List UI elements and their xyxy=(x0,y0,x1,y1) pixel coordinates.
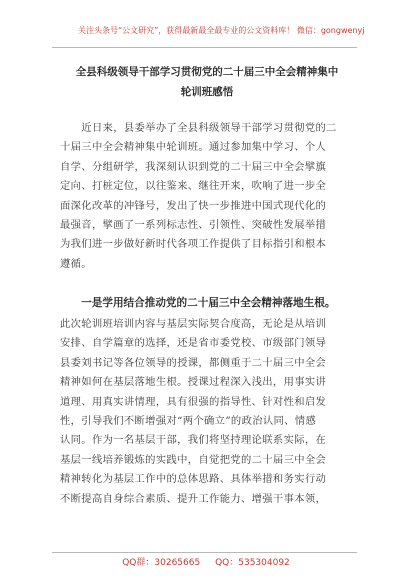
paragraph-line: 不断提高自身综合素质、提升工作能力、增强干事本领， xyxy=(60,492,327,505)
paragraph-line: 遵循。 xyxy=(60,257,92,270)
footer-contact xyxy=(60,558,352,569)
paragraph-line: 此次轮训班培训内容与基层实际契合度高，无论是从培训 xyxy=(60,318,327,330)
paragraph-line: 最强音，擘画了一系列标志性、引领性、突破性发展举措 xyxy=(60,219,327,232)
paragraph-line: 县委刘书记等各位领导的授课，都侧重于二十届三中全会 xyxy=(60,356,327,369)
header-divider xyxy=(52,47,357,48)
paragraph-line: 为我们进一步做好新时代各项工作提供了目标指引和根本 xyxy=(60,238,327,251)
footer-qq-number: QQ：535304092 xyxy=(215,558,290,568)
title-line: 轮训班感悟 xyxy=(180,86,234,98)
paragraph-line: 自学、分组研学，我深刻认识到党的二十届三中全会擘旗 xyxy=(60,160,327,173)
document-title xyxy=(62,62,352,102)
paragraph-line: 道理、用真实讲情理，具有很强的指导性、针对性和启发 xyxy=(60,395,327,408)
paragraph-line: 认同。作为一名基层干部，我们将坚持理论联系实际，在 xyxy=(60,434,327,447)
paragraph-line: 性，引导我们不断增强对“两个确立”的政治认同、情感 xyxy=(60,415,317,428)
paragraph-line: 十届三中全会精神集中轮训班。通过参加集中学习、个人 xyxy=(60,141,327,154)
paragraph-line: 面深化改革的冲锋号，发出了快一步推进中国式现代化的 xyxy=(60,199,327,212)
paragraph-intro xyxy=(60,119,352,274)
paragraph-line: 基层一线培养锻炼的实践中，自觉把党的二十届三中全会 xyxy=(60,453,327,466)
section-heading: 一是学用结合推动党的二十届三中全会精神落地生根。 xyxy=(60,297,336,309)
header-note: 关注头条号“公文研究”，获得最新最全最专业的公文资料库！ 微信：gongwenyj xyxy=(78,26,365,35)
paragraph-section-body xyxy=(60,315,352,509)
paragraph-line: 精神转化为基层工作中的总体思路、具体举措和务实行动 xyxy=(60,473,327,486)
paragraph-line: 精神如何在基层落地生根。授课过程深入浅出，用事实讲 xyxy=(60,376,327,389)
footer-divider xyxy=(52,552,357,553)
paragraph-line: 近日来，县委举办了全县科级领导干部学习贯彻党的二 xyxy=(60,122,337,134)
paragraph-line: 安排、自学篇章的选择，还是省市委党校、市级部门领导 xyxy=(60,337,327,350)
paragraph-line: 定向、打桩定位，以往鉴来、继往开来，吹响了进一步全 xyxy=(60,180,327,193)
title-line: 全县科级领导干部学习贯彻党的二十届三中全会精神集中 xyxy=(75,66,339,78)
footer-qq-group: QQ群：30265665 xyxy=(122,558,201,568)
